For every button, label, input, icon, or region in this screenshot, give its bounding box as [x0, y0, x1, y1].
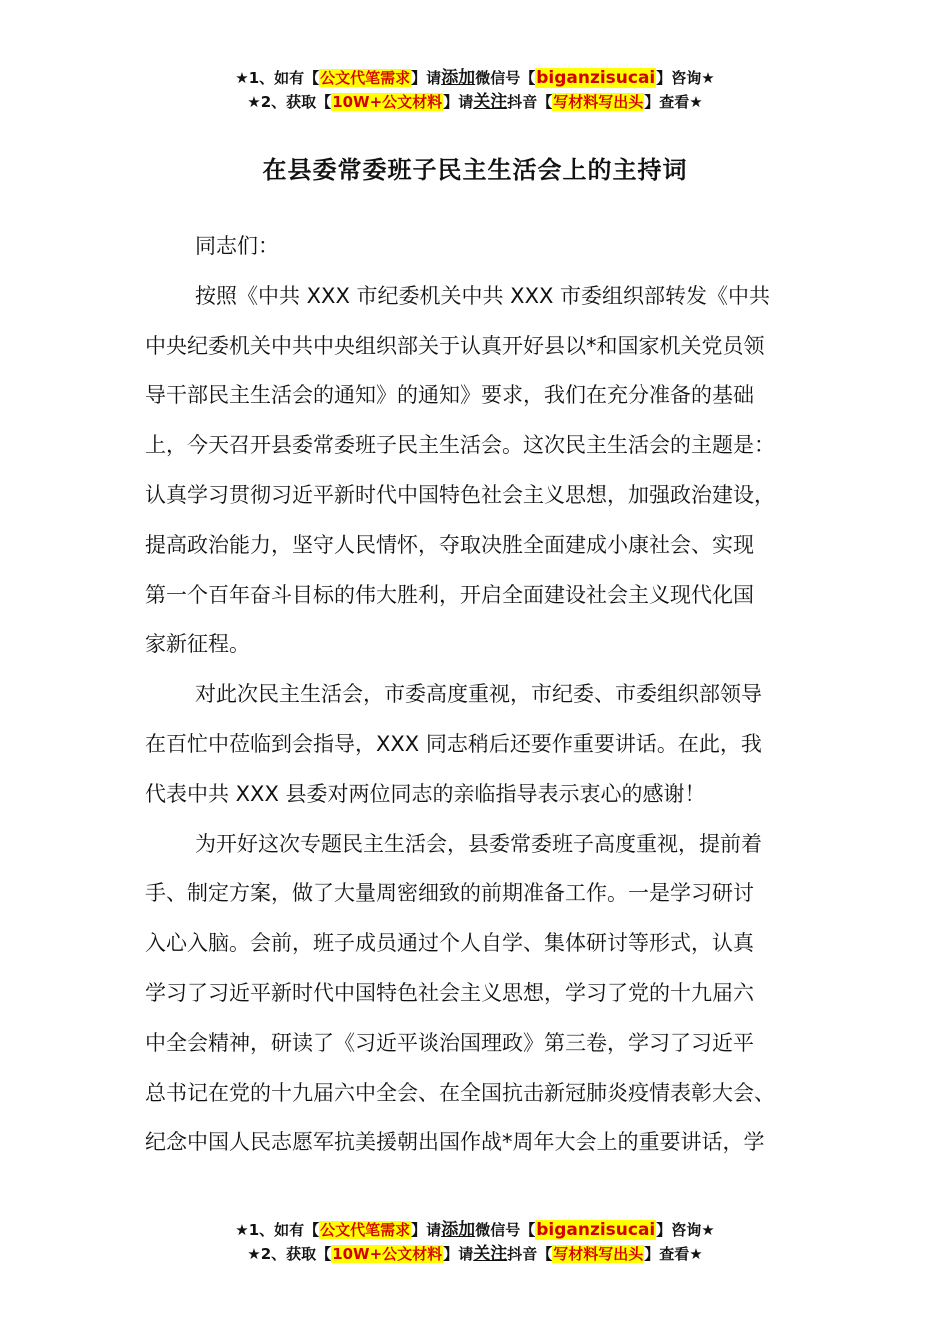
promo-underlined: 关注 — [473, 92, 508, 112]
body-line: 家新征程。 — [145, 632, 250, 657]
body-line: 按照《中共 XXX 市纪委机关中共 XXX 市委组织部转发《中共 — [195, 283, 771, 308]
promo-highlight: biganzisucai — [536, 68, 656, 88]
header-promo-banner — [0, 66, 950, 114]
body-line: 提高政治能力，坚守人民情怀，夺取决胜全面建成小康社会、实现 — [145, 532, 754, 557]
promo-line-1 — [0, 66, 950, 90]
promo-text: 】咨询★ — [656, 1221, 715, 1239]
promo-highlight: biganzisucai — [536, 1220, 656, 1240]
promo-line-1 — [0, 1218, 950, 1242]
body-line: 入心入脑。会前，班子成员通过个人自学、集体研讨等形式，认真 — [145, 931, 754, 956]
promo-text: 微信号【 — [475, 1221, 536, 1239]
promo-text: 抖音【 — [507, 1245, 553, 1263]
body-line: 认真学习贯彻习近平新时代中国特色社会主义思想，加强政治建设， — [145, 482, 775, 507]
promo-text: 抖音【 — [507, 93, 553, 111]
promo-highlight: 公文代笔需求 — [320, 69, 411, 87]
promo-text: 】咨询★ — [656, 69, 715, 87]
promo-text: 】查看★ — [644, 1245, 703, 1263]
promo-text: ★1、如有【 — [235, 69, 320, 87]
body-line: 中央纪委机关中共中央组织部关于认真开好县以*和国家机关党员领 — [145, 333, 765, 358]
body-line: 对此次民主生活会，市委高度重视，市纪委、市委组织部领导 — [195, 682, 762, 707]
promo-highlight: 写材料写出头 — [553, 93, 644, 111]
promo-highlight: 10W+公文材料 — [332, 1245, 443, 1263]
body-line: 导干部民主生活会的通知》的通知》要求，我们在充分准备的基础 — [145, 383, 754, 408]
body-line: 在百忙中莅临到会指导，XXX 同志稍后还要作重要讲话。在此，我 — [145, 731, 762, 756]
body-line: 为开好这次专题民主生活会，县委常委班子高度重视，提前着 — [195, 831, 762, 856]
footer-promo-banner — [0, 1218, 950, 1266]
body-line: 同志们： — [195, 234, 279, 258]
promo-highlight: 写材料写出头 — [553, 1245, 644, 1263]
body-line: 代表中共 XXX 县委对两位同志的亲临指导表示衷心的感谢！ — [145, 781, 706, 806]
body-line: 中全会精神，研读了《习近平谈治国理政》第三卷，学习了习近平 — [145, 1030, 754, 1055]
promo-underlined: 添加 — [441, 1220, 476, 1240]
promo-underlined: 添加 — [441, 68, 476, 88]
promo-highlight: 10W+公文材料 — [332, 93, 443, 111]
promo-text: ★2、获取【 — [247, 93, 332, 111]
promo-text: 】请 — [443, 93, 474, 111]
promo-text: 微信号【 — [475, 69, 536, 87]
promo-highlight: 公文代笔需求 — [320, 1221, 411, 1239]
body-line: 手、制定方案，做了大量周密细致的前期准备工作。一是学习研讨 — [145, 881, 754, 906]
body-line: 纪念中国人民志愿军抗美援朝出国作战*周年大会上的重要讲话，学 — [145, 1130, 765, 1155]
promo-text: ★2、获取【 — [247, 1245, 332, 1263]
body-line: 上，今天召开县委常委班子民主生活会。这次民主生活会的主题是： — [145, 433, 775, 458]
body-line: 总书记在党的十九届六中全会、在全国抗击新冠肺炎疫情表彰大会、 — [145, 1080, 775, 1105]
promo-text: 】查看★ — [644, 93, 703, 111]
body-line: 第一个百年奋斗目标的伟大胜利，开启全面建设社会主义现代化国 — [145, 582, 754, 607]
document-body — [145, 222, 813, 1168]
promo-text: 】请 — [411, 1221, 442, 1239]
document-title: 在县委常委班子民主生活会上的主持词 — [262, 156, 688, 184]
promo-underlined: 关注 — [473, 1244, 508, 1264]
promo-text: 】请 — [443, 1245, 474, 1263]
promo-line-2 — [0, 1242, 950, 1266]
promo-text: 】请 — [411, 69, 442, 87]
body-line: 学习了习近平新时代中国特色社会主义思想，学习了党的十九届六 — [145, 980, 754, 1005]
promo-text: ★1、如有【 — [235, 1221, 320, 1239]
promo-line-2 — [0, 90, 950, 114]
